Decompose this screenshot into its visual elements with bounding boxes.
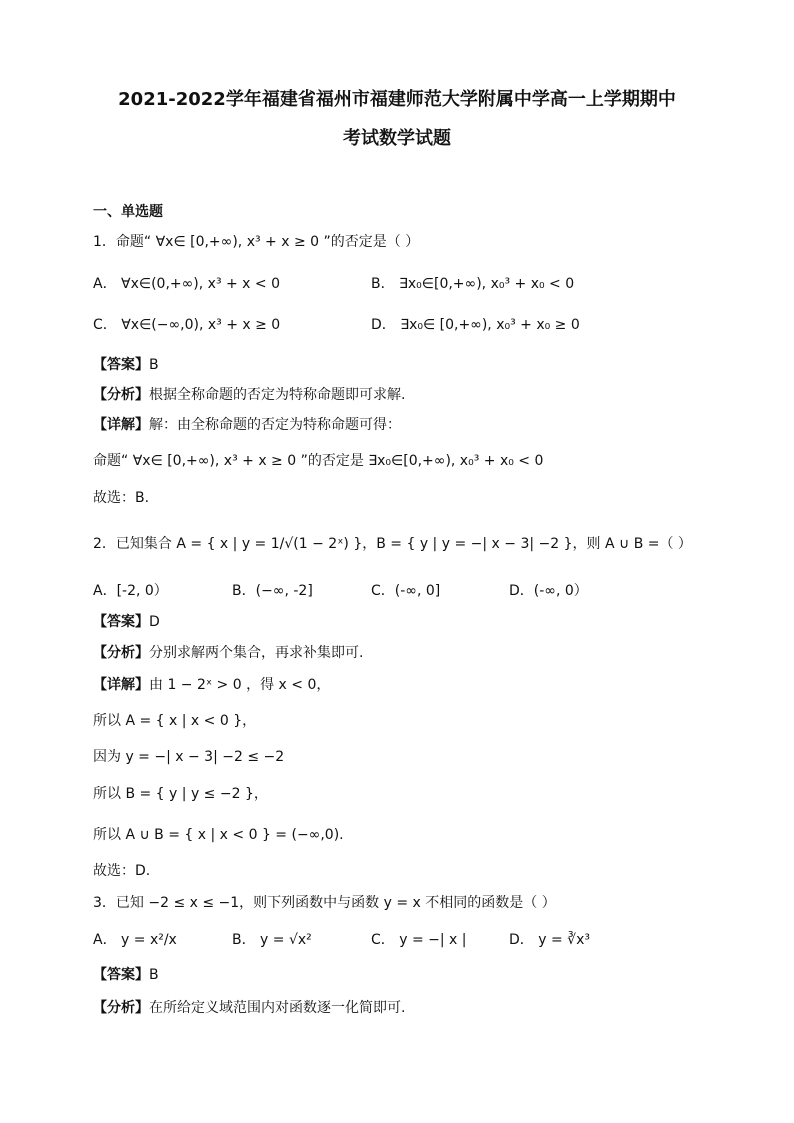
q1-option-a: A． ∀x∈(0,+∞), x³ + x < 0 [93, 276, 281, 292]
q1-option-b: B． ∃x₀∈[0,+∞), x₀³ + x₀ < 0 [371, 276, 575, 292]
q2-conclusion: 故选：D. [93, 863, 151, 879]
q1-stem: 1．命题“ ∀x∈ [0,+∞), x³ + x ≥ 0 ”的否定是（ ） [93, 234, 420, 250]
q1-detail-row [93, 415, 401, 435]
q3-option-a: A． y = x²/x [93, 932, 177, 948]
q1-analysis: 根据全称命题的否定为特称命题即可求解. [149, 387, 406, 403]
analysis-label: 【分析】 [93, 387, 149, 403]
q1-conclusion: 故选：B. [93, 490, 150, 506]
q2-answer-row [93, 612, 160, 632]
q2-analysis-row [93, 643, 363, 663]
page-title-line-2: 考试数学试题 [343, 128, 451, 149]
q2-detail-row [93, 675, 330, 695]
answer-label: 【答案】 [93, 967, 149, 983]
q2-analysis: 分别求解两个集合，再求补集即可. [149, 645, 364, 661]
q2-detail: 由 1 − 2ˣ > 0 ，得 x < 0， [149, 677, 331, 693]
q3-option-d: D． y = ∛x³ [509, 932, 590, 948]
q1-answer-row [93, 355, 159, 375]
q3-answer: B [149, 967, 159, 983]
page-title-line-1: 2021-2022学年福建省福州市福建师范大学附属中学高一上学期期中 [118, 89, 676, 110]
q1-detail: 解：由全称命题的否定为特称命题可得： [149, 417, 401, 433]
q2-option-a: A．[-2, 0） [93, 583, 168, 599]
answer-label: 【答案】 [93, 357, 149, 373]
section-heading: 一、单选题 [93, 204, 163, 220]
q2-option-b: B．(−∞, -2] [232, 583, 313, 599]
q3-stem: 3．已知 −2 ≤ x ≤ −1，则下列函数中与函数 y = x 不相同的函数是（ ） [93, 895, 556, 911]
q1-answer: B [149, 357, 159, 373]
answer-label: 【答案】 [93, 614, 149, 630]
q2-step-1: 所以 A = { x | x < 0 }， [93, 713, 257, 729]
q1-detail-2: 命题“ ∀x∈ [0,+∞), x³ + x ≥ 0 ”的否定是 ∃x₀∈[0,+∞), x₀³ + x₀ < 0 [93, 453, 544, 469]
q1-analysis-row [93, 385, 405, 405]
analysis-label: 【分析】 [93, 645, 149, 661]
q2-option-d: D．(-∞, 0） [509, 583, 588, 599]
q3-analysis: 在所给定义域范围内对函数逐一化简即可. [149, 1000, 406, 1016]
q2-step-4: 所以 A ∪ B = { x | x < 0 } = (−∞,0). [93, 827, 344, 843]
analysis-label: 【分析】 [93, 1000, 149, 1016]
q2-answer: D [149, 614, 160, 630]
detail-label: 【详解】 [93, 677, 149, 693]
q3-option-c: C． y = −| x | [371, 932, 467, 948]
q2-step-2: 因为 y = −| x − 3| −2 ≤ −2 [93, 749, 285, 765]
q3-option-b: B． y = √x² [232, 932, 312, 948]
q2-step-3: 所以 B = { y | y ≤ −2 }， [93, 786, 268, 802]
q2-option-c: C．(-∞, 0] [371, 583, 441, 599]
detail-label: 【详解】 [93, 417, 149, 433]
q1-option-d: D． ∃x₀∈ [0,+∞), x₀³ + x₀ ≥ 0 [371, 317, 580, 333]
q2-stem: 2．已知集合 A = { x | y = 1/√(1 − 2ˣ) }，B = { y | y = −| x − 3| −2 }，则 A ∪ B =（ ） [93, 536, 692, 552]
q3-analysis-row [93, 998, 405, 1018]
q1-option-c: C． ∀x∈(−∞,0), x³ + x ≥ 0 [93, 317, 281, 333]
q3-answer-row [93, 965, 159, 985]
